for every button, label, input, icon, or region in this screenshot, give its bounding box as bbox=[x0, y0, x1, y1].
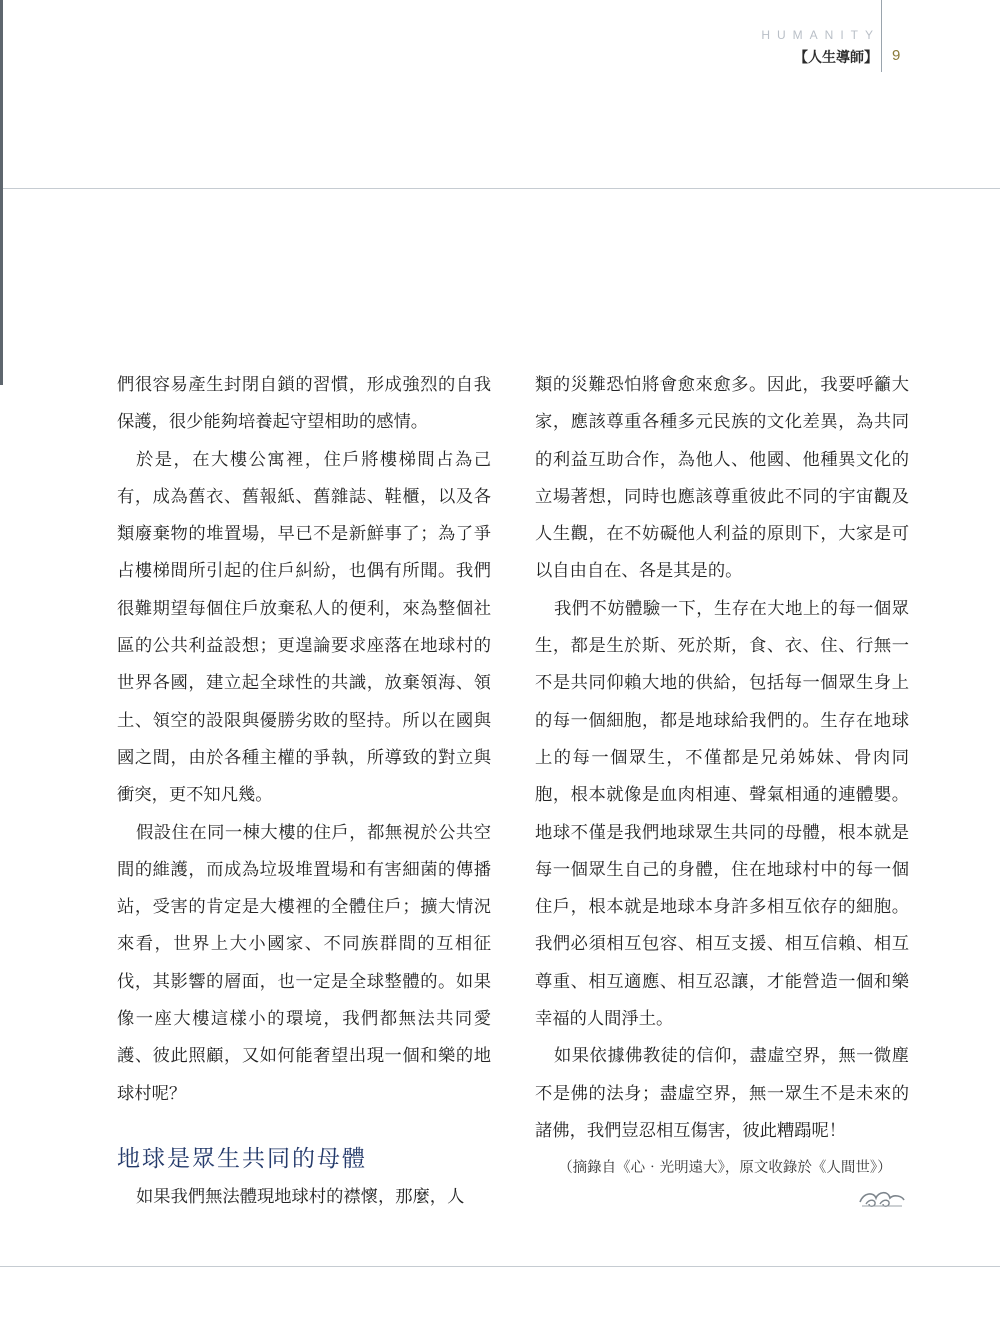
cloud-swirl-icon bbox=[858, 1186, 906, 1210]
paragraph: 我們不妨體驗一下，生存在大地上的每一個眾生，都是生於斯、死於斯，食、衣、住、行無一不是共同仰賴大地的供給，包括每一個眾生身上的每一個細胞，都是地球給我們的。生存在地球上的每一個眾生，不僅都是兄弟姊妹、骨肉同胞，根本就像是血肉相連、聲氣相通的連體嬰。地球不僅是我們地球眾生共同的母體，根本就是每一個眾生自己的身體，住在地球村中的每一個住戶，根本就是地球本身許多相互依存的細胞。我們必須相互包容、相互支援、相互信賴、相互尊重、相互適應、相互忍讓，才能營造一個和樂幸福的人間淨土。 bbox=[535, 598, 909, 1030]
paragraph: 假設住在同一棟大樓的住戶，都無視於公共空間的維護，而成為垃圾堆置場和有害細菌的傳播站，受害的肯定是大樓裡的全體住戶；擴大情況來看，世界上大小國家、不同族群間的互相征伐，其影響的層面，也一定是全球整體的。如果像一座大樓這樣小的環境，我們都無法共同愛護、彼此照顧，又如何能奢望出現一個和樂的地球村呢？ bbox=[117, 822, 491, 1104]
header-section-title: 【人生導師】 bbox=[794, 50, 878, 66]
header-divider bbox=[881, 0, 882, 72]
left-edge-rule bbox=[0, 0, 3, 385]
paragraph: 於是，在大樓公寓裡，住戶將樓梯間占為己有，成為舊衣、舊報紙、舊雜誌、鞋櫃，以及各類廢棄物的堆置場，早已不是新鮮事了；為了爭占樓梯間所引起的住戶糾紛，也偶有所聞。我們很難期望每個住戶放棄私人的便利，來為整個社區的公共利益設想；更遑論要求座落在地球村的世界各國，建立起全球性的共識，放棄領海、領土、領空的設限與優勝劣敗的堅持。所以在國與國之間，由於各種主權的爭執，所導致的對立與衝突，更不知凡幾。 bbox=[117, 449, 491, 806]
bottom-rule bbox=[0, 1266, 1000, 1267]
paragraph: 如果我們無法體現地球村的襟懷，那麼，人 bbox=[136, 1186, 465, 1207]
section-heading: 地球是眾生共同的母體 bbox=[117, 1145, 367, 1172]
page-number: 9 bbox=[892, 47, 901, 64]
top-rule bbox=[0, 188, 1000, 189]
paragraph: 類的災難恐怕將會愈來愈多。因此，我要呼籲大家，應該尊重各種多元民族的文化差異，為共同的利益互助合作，為他人、他國、他種異文化的立場著想，同時也應該尊重彼此不同的宇宙觀及人生觀，在不妨礙他人利益的原則下，大家是可以自由自在、各是其是的。 bbox=[535, 375, 909, 582]
paragraph: 如果依據佛教徒的信仰，盡虛空界，無一微塵不是佛的法身；盡虛空界，無一眾生不是未來的諸佛，我們豈忍相互傷害，彼此糟蹋呢！ bbox=[535, 1046, 909, 1141]
left-column bbox=[117, 367, 491, 1216]
paragraph: 們很容易產生封閉自鎖的習慣，形成強烈的自我保護，很少能夠培養起守望相助的感情。 bbox=[117, 375, 491, 433]
right-column bbox=[535, 367, 909, 1186]
header-brand: HUMANITY bbox=[761, 28, 880, 42]
citation: （摘錄自《心‧光明遠大》，原文收錄於《人間世》） bbox=[558, 1160, 892, 1177]
